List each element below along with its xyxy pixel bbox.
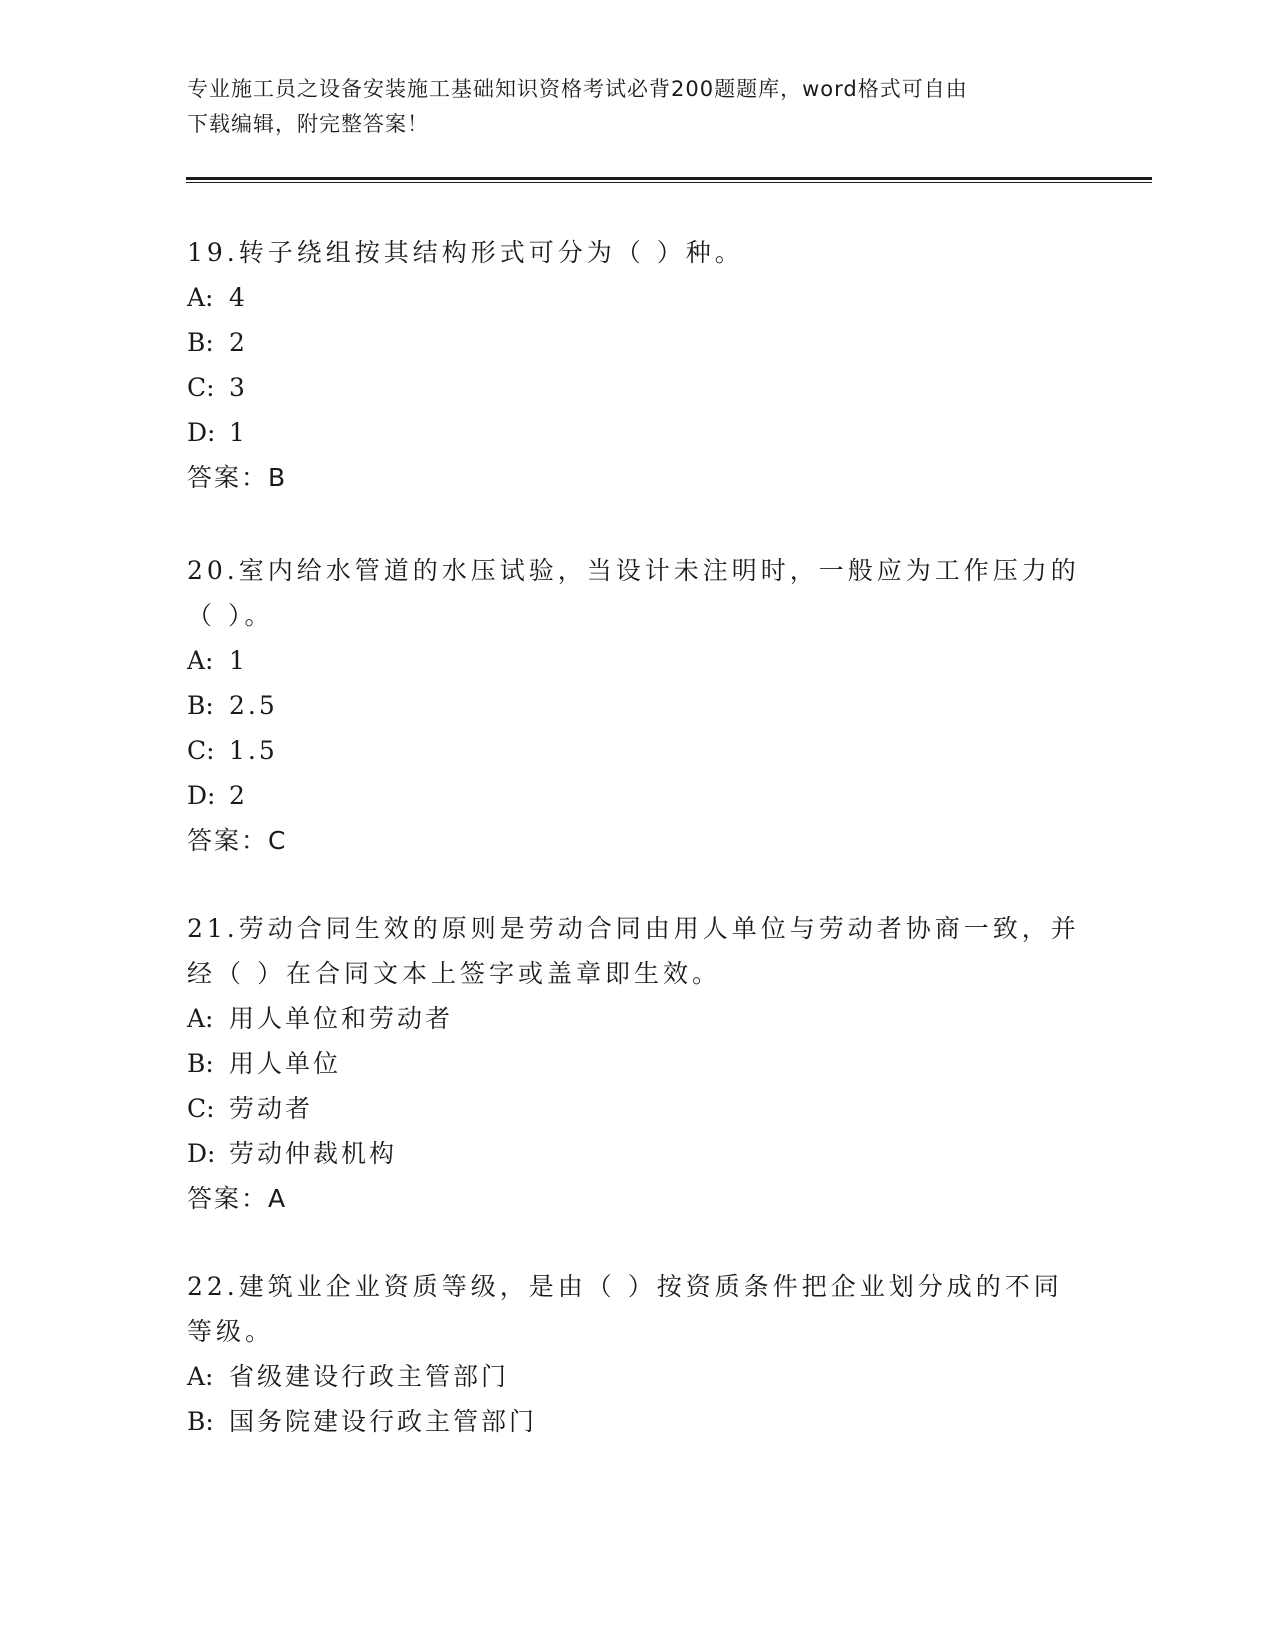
option-a — [187, 996, 1087, 1041]
header-divider-thin — [186, 182, 1152, 183]
question-text: 19.转子绕组按其结构形式可分为（ ）种。 — [187, 238, 744, 267]
option-d — [187, 410, 1087, 455]
option-text: 省级建设行政主管部门 — [229, 1362, 510, 1391]
option-text: 1 — [229, 418, 248, 447]
option-text: 劳动仲裁机构 — [229, 1139, 398, 1168]
question-20 — [187, 548, 1087, 863]
header-divider-thick — [186, 177, 1152, 180]
question-text-continued: （ ）。 — [187, 601, 274, 630]
document-header — [187, 72, 1087, 142]
option-text: 1 — [229, 646, 248, 675]
option-text: 2 — [229, 781, 248, 810]
option-c — [187, 728, 1087, 773]
option-letter: C: — [187, 1094, 215, 1123]
option-letter: C: — [187, 373, 215, 402]
option-text: 3 — [229, 373, 248, 402]
option-b — [187, 683, 1087, 728]
question-21 — [187, 906, 1087, 1221]
question-text-continued: 经（ ）在合同文本上签字或盖章即生效。 — [187, 959, 721, 988]
question-22 — [187, 1264, 1087, 1444]
option-b — [187, 1399, 1087, 1444]
header-line-2: 下载编辑，附完整答案！ — [187, 112, 429, 136]
option-text: 用人单位 — [229, 1049, 342, 1078]
question-text: 21.劳动合同生效的原则是劳动合同由用人单位与劳动者协商一致，并 — [187, 914, 1080, 943]
option-d — [187, 773, 1087, 818]
option-letter: B: — [187, 691, 214, 720]
option-letter: B: — [187, 1049, 214, 1078]
option-d — [187, 1131, 1087, 1176]
option-text: 2.5 — [229, 691, 278, 720]
header-line-1: 专业施工员之设备安装施工基础知识资格考试必背200题题库，word格式可自由 — [187, 77, 968, 101]
option-letter: B: — [187, 328, 214, 357]
option-letter: D: — [187, 781, 216, 810]
question-text: 20.室内给水管道的水压试验，当设计未注明时，一般应为工作压力的 — [187, 556, 1080, 585]
option-letter: D: — [187, 418, 216, 447]
question-text-continued: 等级。 — [187, 1317, 275, 1346]
option-text: 1.5 — [229, 736, 278, 765]
option-letter: D: — [187, 1139, 216, 1168]
option-letter: A: — [187, 646, 214, 675]
answer-line: 答案：B — [187, 463, 288, 492]
question-19 — [187, 230, 1087, 500]
option-a — [187, 1354, 1087, 1399]
option-letter: C: — [187, 736, 215, 765]
option-letter: A: — [187, 1004, 214, 1033]
option-letter: A: — [187, 1362, 214, 1391]
option-b — [187, 320, 1087, 365]
option-c — [187, 1086, 1087, 1131]
option-text: 国务院建设行政主管部门 — [229, 1407, 538, 1436]
option-text: 4 — [229, 283, 248, 312]
option-b — [187, 1041, 1087, 1086]
option-text: 用人单位和劳动者 — [229, 1004, 454, 1033]
option-a — [187, 638, 1087, 683]
option-text: 劳动者 — [229, 1094, 314, 1123]
option-text: 2 — [229, 328, 248, 357]
option-letter: A: — [187, 283, 214, 312]
option-a — [187, 275, 1087, 320]
answer-line: 答案：C — [187, 826, 288, 855]
question-text: 22.建筑业企业资质等级，是由（ ）按资质条件把企业划分成的不同 — [187, 1272, 1063, 1301]
option-letter: B: — [187, 1407, 214, 1436]
answer-line: 答案：A — [187, 1184, 288, 1213]
option-c — [187, 365, 1087, 410]
